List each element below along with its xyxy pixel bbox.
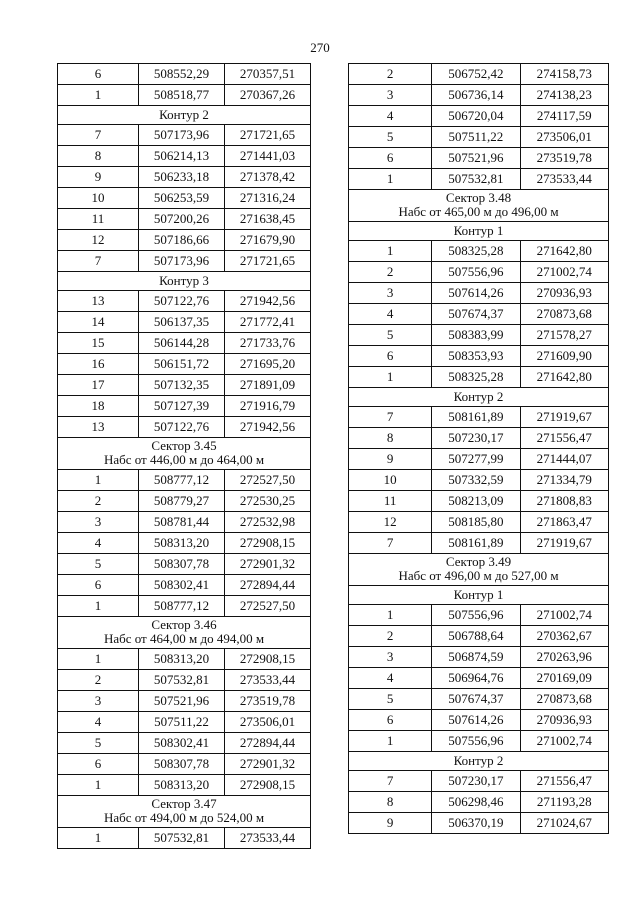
point-number: 1 [58,828,139,849]
x-coordinate: 508325,28 [432,367,520,388]
x-coordinate: 508383,99 [432,325,520,346]
point-row [58,209,311,230]
y-coordinate: 271024,67 [520,813,608,834]
sector-title: Сектор 3.46 [151,617,217,632]
point-row [349,407,609,428]
point-number: 4 [349,668,432,689]
point-row [58,649,311,670]
point-number: 5 [58,554,139,575]
point-row [58,333,311,354]
x-coordinate: 506298,46 [432,792,520,813]
point-number: 1 [58,775,139,796]
y-coordinate: 271919,67 [520,407,608,428]
x-coordinate: 506253,59 [138,188,224,209]
point-number: 2 [58,491,139,512]
point-row [58,491,311,512]
point-number: 7 [58,125,139,146]
contour-header-row [349,222,609,241]
x-coordinate: 507277,99 [432,449,520,470]
point-row [349,367,609,388]
x-coordinate: 506788,64 [432,626,520,647]
point-number: 7 [349,533,432,554]
y-coordinate: 272908,15 [224,775,310,796]
x-coordinate: 508313,20 [138,533,224,554]
sector-height-range: Набс от 465,00 м до 496,00 м [398,204,559,219]
point-row [58,470,311,491]
point-number: 1 [349,367,432,388]
x-coordinate: 508781,44 [138,512,224,533]
y-coordinate: 272908,15 [224,649,310,670]
point-number: 16 [58,354,139,375]
x-coordinate: 507556,96 [432,262,520,283]
point-number: 3 [349,647,432,668]
x-coordinate: 507132,35 [138,375,224,396]
x-coordinate: 506233,18 [138,167,224,188]
y-coordinate: 271642,80 [520,367,608,388]
y-coordinate: 272527,50 [224,470,310,491]
x-coordinate: 507200,26 [138,209,224,230]
point-row [349,346,609,367]
x-coordinate: 507511,22 [138,712,224,733]
point-row [58,691,311,712]
point-number: 6 [349,346,432,367]
x-coordinate: 507186,66 [138,230,224,251]
point-number: 3 [58,512,139,533]
x-coordinate: 506752,42 [432,64,520,85]
point-number: 5 [349,689,432,710]
point-number: 12 [349,512,432,533]
x-coordinate: 506736,14 [432,85,520,106]
y-coordinate: 271638,45 [224,209,310,230]
contour-header-row [58,272,311,291]
y-coordinate: 271578,27 [520,325,608,346]
point-row [349,647,609,668]
point-number: 14 [58,312,139,333]
right-coordinates-table [348,63,609,834]
point-number: 3 [58,691,139,712]
point-number: 1 [349,169,432,190]
y-coordinate: 271609,90 [520,346,608,367]
x-coordinate: 507532,81 [138,828,224,849]
point-number: 11 [58,209,139,230]
x-coordinate: 507532,81 [138,670,224,691]
point-number: 1 [349,241,432,262]
y-coordinate: 271378,42 [224,167,310,188]
point-row [349,533,609,554]
y-coordinate: 272894,44 [224,733,310,754]
sector-header [349,190,609,222]
y-coordinate: 271808,83 [520,491,608,512]
point-number: 6 [58,754,139,775]
point-row [58,85,311,106]
y-coordinate: 273519,78 [520,148,608,169]
point-number: 13 [58,417,139,438]
x-coordinate: 506137,35 [138,312,224,333]
x-coordinate: 507556,96 [432,731,520,752]
point-row [58,230,311,251]
y-coordinate: 272908,15 [224,533,310,554]
point-row [58,291,311,312]
point-number: 8 [58,146,139,167]
y-coordinate: 273519,78 [224,691,310,712]
y-coordinate: 270936,93 [520,283,608,304]
point-number: 5 [349,127,432,148]
point-row [349,731,609,752]
x-coordinate: 506720,04 [432,106,520,127]
point-row [58,146,311,167]
contour-header-row [349,752,609,771]
point-number: 2 [349,626,432,647]
sector-header [58,617,311,649]
point-number: 5 [58,733,139,754]
y-coordinate: 271334,79 [520,470,608,491]
point-number: 8 [349,428,432,449]
y-coordinate: 274138,23 [520,85,608,106]
x-coordinate: 506964,76 [432,668,520,689]
point-row [58,828,311,849]
point-row [349,64,609,85]
sector-height-range: Набс от 464,00 м до 494,00 м [103,631,265,646]
point-number: 2 [349,262,432,283]
point-number: 6 [349,710,432,731]
x-coordinate: 507122,76 [138,417,224,438]
point-row [349,85,609,106]
y-coordinate: 271942,56 [224,417,310,438]
point-number: 7 [58,251,139,272]
x-coordinate: 508161,89 [432,533,520,554]
x-coordinate: 507674,37 [432,689,520,710]
point-number: 1 [349,605,432,626]
y-coordinate: 271916,79 [224,396,310,417]
y-coordinate: 273533,44 [520,169,608,190]
x-coordinate: 507674,37 [432,304,520,325]
x-coordinate: 508325,28 [432,241,520,262]
x-coordinate: 506370,19 [432,813,520,834]
y-coordinate: 272527,50 [224,596,310,617]
x-coordinate: 507127,39 [138,396,224,417]
contour-header-row [349,388,609,407]
sector-header-row [349,554,609,586]
y-coordinate: 271642,80 [520,241,608,262]
x-coordinate: 507173,96 [138,125,224,146]
point-number: 4 [349,106,432,127]
y-coordinate: 270263,96 [520,647,608,668]
point-number: 9 [58,167,139,188]
point-row [349,792,609,813]
y-coordinate: 274158,73 [520,64,608,85]
point-number: 12 [58,230,139,251]
point-row [58,251,311,272]
x-coordinate: 508185,80 [432,512,520,533]
contour-header-row [58,106,311,125]
point-row [349,449,609,470]
point-number: 2 [58,670,139,691]
point-number: 15 [58,333,139,354]
point-number: 7 [349,407,432,428]
sector-height-range: Набс от 496,00 м до 527,00 м [398,568,559,583]
x-coordinate: 507122,76 [138,291,224,312]
sector-header [58,796,311,828]
x-coordinate: 507614,26 [432,710,520,731]
point-row [349,605,609,626]
sector-title: Сектор 3.49 [445,554,512,569]
x-coordinate: 507532,81 [432,169,520,190]
x-coordinate: 507521,96 [138,691,224,712]
y-coordinate: 270367,26 [224,85,310,106]
sector-header-row [58,796,311,828]
point-number: 5 [349,325,432,346]
y-coordinate: 271002,74 [520,605,608,626]
point-number: 1 [58,649,139,670]
x-coordinate: 508779,27 [138,491,224,512]
sector-title: Сектор 3.48 [445,190,512,205]
point-number: 7 [349,771,432,792]
x-coordinate: 507556,96 [432,605,520,626]
y-coordinate: 271772,41 [224,312,310,333]
point-row [349,262,609,283]
y-coordinate: 270362,67 [520,626,608,647]
left-coordinates-table [57,63,311,849]
sector-header-row [349,190,609,222]
y-coordinate: 271444,07 [520,449,608,470]
contour-label: Контур 3 [58,272,311,291]
x-coordinate: 508552,29 [138,64,224,85]
point-row [58,712,311,733]
sector-height-range: Набс от 446,00 м до 464,00 м [103,452,265,467]
sector-header-row [58,617,311,649]
point-row [58,312,311,333]
y-coordinate: 274117,59 [520,106,608,127]
point-number: 8 [349,792,432,813]
point-number: 1 [58,470,139,491]
point-row [349,491,609,512]
point-number: 1 [349,731,432,752]
point-number: 4 [58,712,139,733]
y-coordinate: 271556,47 [520,428,608,449]
point-row [349,241,609,262]
point-number: 13 [58,291,139,312]
x-coordinate: 508302,41 [138,575,224,596]
y-coordinate: 270936,93 [520,710,608,731]
x-coordinate: 508313,20 [138,775,224,796]
point-row [58,396,311,417]
x-coordinate: 508313,20 [138,649,224,670]
x-coordinate: 508213,09 [432,491,520,512]
x-coordinate: 508518,77 [138,85,224,106]
point-row [58,754,311,775]
y-coordinate: 273533,44 [224,670,310,691]
y-coordinate: 271679,90 [224,230,310,251]
point-row [58,417,311,438]
point-row [349,169,609,190]
point-row [349,283,609,304]
point-row [58,188,311,209]
y-coordinate: 270873,68 [520,689,608,710]
y-coordinate: 272894,44 [224,575,310,596]
point-number: 2 [349,64,432,85]
point-number: 17 [58,375,139,396]
point-row [349,127,609,148]
sector-title: Сектор 3.45 [151,438,217,453]
point-row [349,668,609,689]
point-row [58,596,311,617]
x-coordinate: 508353,93 [432,346,520,367]
point-row [58,575,311,596]
y-coordinate: 271891,09 [224,375,310,396]
point-row [58,733,311,754]
point-number: 11 [349,491,432,512]
point-number: 9 [349,449,432,470]
y-coordinate: 270357,51 [224,64,310,85]
y-coordinate: 271441,03 [224,146,310,167]
right-coordinates-column [348,63,609,834]
point-number: 9 [349,813,432,834]
point-row [58,775,311,796]
point-row [349,626,609,647]
point-row [349,512,609,533]
x-coordinate: 507230,17 [432,428,520,449]
x-coordinate: 506214,13 [138,146,224,167]
left-coordinates-column [57,63,311,849]
contour-label: Контур 2 [58,106,311,125]
point-row [349,304,609,325]
x-coordinate: 507521,96 [432,148,520,169]
x-coordinate: 506874,59 [432,647,520,668]
contour-label: Контур 2 [349,752,609,771]
y-coordinate: 270873,68 [520,304,608,325]
x-coordinate: 508307,78 [138,554,224,575]
point-row [58,354,311,375]
point-row [349,325,609,346]
y-coordinate: 273506,01 [520,127,608,148]
point-number: 10 [349,470,432,491]
point-number: 1 [58,85,139,106]
point-number: 6 [58,64,139,85]
point-number: 3 [349,283,432,304]
y-coordinate: 270169,09 [520,668,608,689]
contour-label: Контур 1 [349,222,609,241]
y-coordinate: 272901,32 [224,554,310,575]
x-coordinate: 507173,96 [138,251,224,272]
point-row [349,148,609,169]
x-coordinate: 506151,72 [138,354,224,375]
x-coordinate: 507332,59 [432,470,520,491]
y-coordinate: 271556,47 [520,771,608,792]
point-row [58,125,311,146]
sector-title: Сектор 3.47 [151,796,217,811]
contour-label: Контур 2 [349,388,609,407]
point-number: 4 [349,304,432,325]
y-coordinate: 271316,24 [224,188,310,209]
page-number: 270 [310,40,330,55]
x-coordinate: 508777,12 [138,596,224,617]
contour-header-row [349,586,609,605]
sector-height-range: Набс от 494,00 м до 524,00 м [103,810,265,825]
y-coordinate: 273506,01 [224,712,310,733]
y-coordinate: 271721,65 [224,251,310,272]
point-row [58,167,311,188]
x-coordinate: 508302,41 [138,733,224,754]
x-coordinate: 507230,17 [432,771,520,792]
x-coordinate: 506144,28 [138,333,224,354]
point-row [349,813,609,834]
point-number: 3 [349,85,432,106]
y-coordinate: 271721,65 [224,125,310,146]
point-row [349,689,609,710]
point-number: 6 [349,148,432,169]
point-number: 1 [58,596,139,617]
contour-label: Контур 1 [349,586,609,605]
point-row [349,428,609,449]
point-number: 18 [58,396,139,417]
point-row [58,375,311,396]
point-row [58,554,311,575]
y-coordinate: 271733,76 [224,333,310,354]
point-row [58,512,311,533]
y-coordinate: 271002,74 [520,262,608,283]
y-coordinate: 272532,98 [224,512,310,533]
y-coordinate: 272530,25 [224,491,310,512]
point-number: 4 [58,533,139,554]
x-coordinate: 508307,78 [138,754,224,775]
point-number: 10 [58,188,139,209]
sector-header [58,438,311,470]
point-number: 6 [58,575,139,596]
x-coordinate: 508161,89 [432,407,520,428]
point-row [349,771,609,792]
y-coordinate: 272901,32 [224,754,310,775]
y-coordinate: 271863,47 [520,512,608,533]
x-coordinate: 508777,12 [138,470,224,491]
point-row [58,670,311,691]
sector-header [349,554,609,586]
y-coordinate: 271919,67 [520,533,608,554]
y-coordinate: 271002,74 [520,731,608,752]
y-coordinate: 271695,20 [224,354,310,375]
point-row [349,470,609,491]
sector-header-row [58,438,311,470]
y-coordinate: 271942,56 [224,291,310,312]
point-row [58,64,311,85]
point-row [349,710,609,731]
y-coordinate: 273533,44 [224,828,310,849]
x-coordinate: 507614,26 [432,283,520,304]
x-coordinate: 507511,22 [432,127,520,148]
point-row [349,106,609,127]
point-row [58,533,311,554]
y-coordinate: 271193,28 [520,792,608,813]
